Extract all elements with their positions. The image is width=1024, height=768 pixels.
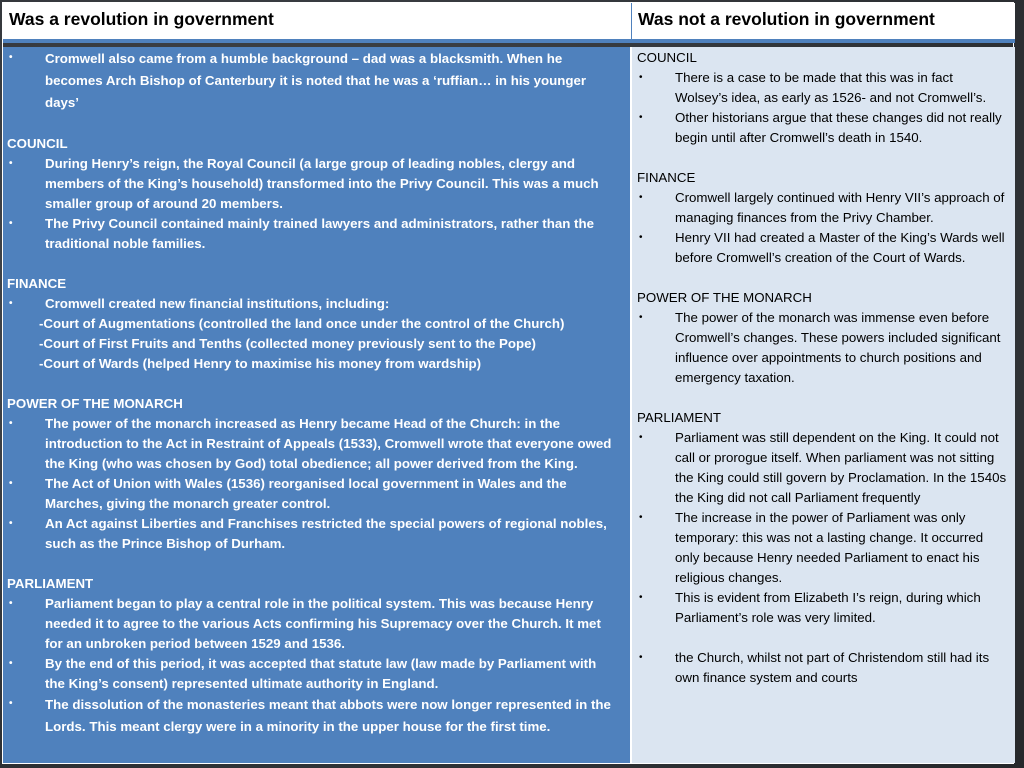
list-item: • The Act of Union with Wales (1536) reorganised local government in Wales and the Marches, giving the monarch greater control. <box>9 476 567 511</box>
section-heading-parliament: PARLIAMENT <box>637 410 721 425</box>
bullet-icon: • <box>9 298 13 309</box>
bullet-icon: • <box>639 432 643 443</box>
list-item: • An Act against Liberties and Franchises restricted the special powers of regional nobles, such as the Prince Bishop of Durham. <box>9 516 607 551</box>
list-item: • Parliament was still dependent on the King. It could not call or prorogue itself. When parliament was not sitting the King could still govern by Proclamation. In the 1540s the King did not call Parliament frequently <box>639 430 1007 505</box>
section-heading-council: COUNCIL <box>7 136 68 151</box>
bullet-icon: • <box>639 512 643 523</box>
list-item: • The power of the monarch increased as Henry became Head of the Church: in the introduction to the Act in Restraint of Appeals (1533), Cromwell wrote that everyone owed the King (who was chosen by God) total obedience; all power derived from the King. <box>9 416 612 471</box>
bullet-icon: • <box>9 658 13 669</box>
bullet-icon: • <box>9 52 13 63</box>
bullet-icon: • <box>639 232 643 243</box>
bullet-icon: • <box>639 112 643 123</box>
section-heading-finance: FINANCE <box>7 276 67 291</box>
bullet-icon: • <box>639 652 643 663</box>
header-not-revolution: Was not a revolution in government <box>632 3 1015 43</box>
list-item: • The power of the monarch was immense even before Cromwell’s changes. These powers included significant influence over appointments to church positions and emergency taxation. <box>639 310 1001 385</box>
bullet-icon: • <box>9 518 13 529</box>
list-item: • the Church, whilst not part of Christendom still had its own finance system and courts <box>639 650 990 685</box>
bullet-icon: • <box>9 698 13 709</box>
list-item: • Parliament began to play a central role in the political system. This was because Henry needed it to agree to the various Acts confirming his Supremacy over the Church. It met for an unbroken period between 1529 and 1536. <box>9 596 601 651</box>
list-item <box>7 48 614 114</box>
bullet-icon: • <box>9 158 13 169</box>
section-heading-monarch: POWER OF THE MONARCH <box>7 396 183 411</box>
bullet-icon: • <box>9 418 13 429</box>
sub-item: -Court of Augmentations (controlled the land once under the control of the Church) <box>39 316 565 331</box>
column-revolution <box>3 47 632 763</box>
section-heading-parliament: PARLIAMENT <box>7 576 94 591</box>
list-item: • By the end of this period, it was accepted that statute law (law made by Parliament with the King’s consent) represented ultimate authority in England. <box>9 656 597 691</box>
bullet-icon: • <box>639 192 643 203</box>
list-item: • Henry VII had created a Master of the King’s Wards well before Cromwell’s creation of the Court of Wards. <box>639 230 1005 265</box>
section-heading-finance: FINANCE <box>637 170 696 185</box>
list-item: • There is a case to be made that this was in fact Wolsey’s idea, as early as 1526- and not Cromwell’s. <box>639 70 987 105</box>
bullet-icon: • <box>639 592 643 603</box>
comparison-table <box>2 2 1014 764</box>
bullet-icon: • <box>639 312 643 323</box>
list-item: • Other historians argue that these changes did not really begin until after Cromwell’s death in 1540. <box>639 110 1002 145</box>
bullet-icon: • <box>9 478 13 489</box>
sub-item: -Court of First Fruits and Tenths (collected money previously sent to the Pope) <box>39 336 536 351</box>
section-heading-monarch: POWER OF THE MONARCH <box>637 290 812 305</box>
header-revolution: Was a revolution in government <box>3 3 632 43</box>
bullet-icon: • <box>9 598 13 609</box>
list-item: • This is evident from Elizabeth I’s reign, during which Parliament’s role was very limited. <box>639 590 981 625</box>
bullet-icon: • <box>9 218 13 229</box>
list-item: • The increase in the power of Parliament was only temporary: this was not a lasting change. It occurred only because Henry needed Parliament to enact his religious changes. <box>639 510 984 585</box>
list-item: • Cromwell created new financial institutions, including: <box>7 294 614 314</box>
list-item: • The dissolution of the monasteries meant that abbots were now longer represented in the Lords. This meant clergy were in a minority in the upper house for the first time. <box>7 694 614 738</box>
intro-text: Cromwell also came from a humble background – dad was a blacksmith. When he becomes Arch Bishop of Canterbury it is noted that he was a ‘ruffian… in his younger days’ <box>45 51 587 110</box>
list-item: • During Henry’s reign, the Royal Council (a large group of leading nobles, clergy and members of the King’s household) transformed into the Privy Council. This was a much smaller group of around 20 members. <box>9 156 599 211</box>
section-heading-council: COUNCIL <box>637 50 697 65</box>
column-not-revolution <box>632 47 1015 763</box>
list-item: • Cromwell largely continued with Henry VII’s approach of managing finances from the Privy Chamber. <box>639 190 1005 225</box>
bullet-icon: • <box>639 72 643 83</box>
list-item: • The Privy Council contained mainly trained lawyers and administrators, rather than the traditional noble families. <box>9 216 595 251</box>
sub-item: -Court of Wards (helped Henry to maximise his money from wardship) <box>39 356 482 371</box>
